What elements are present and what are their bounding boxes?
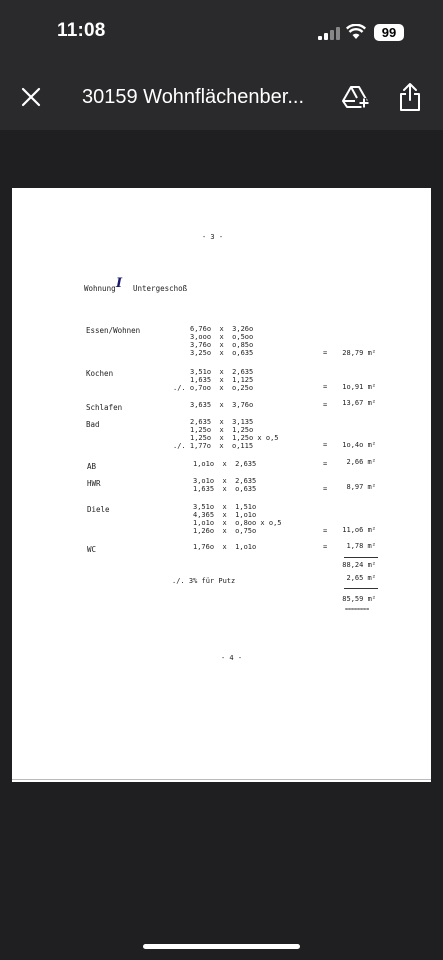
sum-line [344,588,378,589]
section-heading: Wohnung [84,284,116,293]
room-label: Diele [87,505,110,514]
share-icon[interactable] [398,82,422,112]
equals-sign: = [323,485,328,493]
equals-sign: = [323,527,328,535]
status-bar [0,0,443,60]
calc-line: 3,51o x 2,635 [190,368,254,376]
page-edge [12,779,431,780]
equals-sign: = [323,543,328,551]
page-number-bottom: - 4 - [221,654,243,662]
room-area: 2,66 m² [346,458,376,466]
cellular-signal-icon [318,27,340,40]
room-area: 28,79 m² [342,349,376,357]
calc-line: 1,25o x 1,25o [190,426,254,434]
handwritten-mark: I [116,276,123,291]
document-title: 30159 Wohnflächenber... [82,86,305,108]
putz-label: ./. 3% für Putz [172,577,236,585]
home-indicator[interactable] [143,944,300,949]
calc-line: 1,o1o x o,8oo x o,5 [193,519,282,527]
calc-line: ./. 1,77o x o,115 [173,442,254,450]
calc-line: ./. o,7oo x o,25o [173,384,254,392]
calc-line: 3,76o x o,85o [190,341,254,349]
calc-line: 6,76o x 3,26o [190,325,254,333]
calc-line: 1,o1o x 2,635 [193,460,257,468]
app-bar [0,60,443,130]
subtotal-area: 88,24 m² [342,561,376,569]
calc-line: 3,ooo x o,5oo [190,333,254,341]
room-area: 11,o6 m² [342,526,376,534]
section-heading-suffix: Untergeschoß [133,284,188,293]
equals-sign: = [323,460,328,468]
total-double-underline: ======== [345,607,370,613]
calc-line: 1,76o x 1,o1o [193,543,257,551]
calc-line: 3,25o x o,635 [190,349,254,357]
room-label: Bad [86,420,100,429]
room-area: 8,97 m² [346,483,376,491]
sum-line [344,557,378,558]
equals-sign: = [323,349,328,357]
room-area: 1o,4o m² [342,441,376,449]
total-area: 85,59 m² [342,595,376,603]
calc-line: 2,635 x 3,135 [190,418,254,426]
room-label: Kochen [86,369,114,378]
putz-area: 2,65 m² [346,574,376,582]
equals-sign: = [323,441,328,449]
status-time: 11:08 [57,20,106,41]
calc-line: 3,635 x 3,76o [190,401,254,409]
calc-line: 4,365 x 1,o1o [193,511,257,519]
equals-sign: = [323,383,328,391]
room-area: 1,78 m² [346,542,376,550]
calc-line: 1,635 x o,635 [193,485,257,493]
calc-line: 1,635 x 1,125 [190,376,254,384]
room-label: Essen/Wohnen [86,326,141,335]
document-viewer[interactable] [0,130,443,960]
room-label: Schlafen [86,403,123,412]
wifi-icon [346,24,366,40]
add-to-drive-icon[interactable] [342,84,370,110]
room-area: 13,67 m² [342,399,376,407]
page-number-top: - 3 - [202,233,224,241]
calc-line: 3,o1o x 2,635 [193,477,257,485]
calc-line: 3,51o x 1,51o [193,503,257,511]
calc-line: 1,25o x 1,25o x o,5 [190,434,279,442]
document-page [12,188,431,782]
close-icon[interactable] [18,84,44,110]
equals-sign: = [323,401,328,409]
room-label: HWR [87,479,101,488]
battery-indicator: 99 [374,24,404,41]
room-label: AB [87,462,97,471]
room-area: 1o,91 m² [342,383,376,391]
room-label: WC [87,545,97,554]
calc-line: 1,26o x o,75o [193,527,257,535]
